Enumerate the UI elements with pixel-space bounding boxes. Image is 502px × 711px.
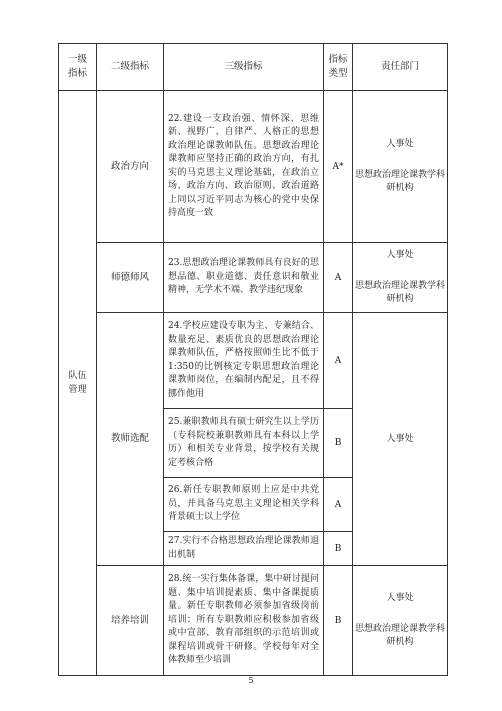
type-cell: B [324, 532, 353, 566]
dept-cell: 人事处 思想政治理论课教学科研机构 [353, 91, 448, 243]
level3-cell: 28.统一实行集体备课，集中研讨提问题、集中培训提素质、集中备课提质量。新任专职教师必须参加省级岗前培训；所有专职教师应积极参加省级或中宣部、教育部组织的示范培训或课程培训或骨干研修。学校每年对全体教师至少培训 [164, 566, 324, 676]
level3-cell: 24.学校应建设专职为主、专兼结合、数量充足、素质优良的思想政治理论课教师队伍，严格按照师生比不低于1:350的比例核定专职思想政治理论课教师岗位，在编制内配足，且不得挪作他用 [164, 313, 324, 409]
level3-cell: 26.新任专职教师原则上应是中共党员，并具备马克思主义理论相关学科背景硕士以上学位 [164, 478, 324, 532]
page-number: 5 [248, 676, 254, 685]
header-dept: 责任部门 [353, 44, 448, 91]
header-type: 指标 类型 [324, 44, 353, 91]
level1-cell: 队伍 管理 [59, 91, 97, 676]
table-row [59, 243, 448, 313]
indicator-table [58, 43, 448, 676]
dept-cell: 人事处 思想政治理论课教学科研机构 [353, 243, 448, 313]
header-row [59, 44, 448, 91]
dept-cell: 人事处 [353, 313, 448, 566]
header-level2: 二级指标 [97, 44, 164, 91]
table-row [59, 313, 448, 409]
header-level1: 一级 指标 [59, 44, 97, 91]
type-cell: A* [324, 91, 353, 243]
dept-cell: 人事处 思想政治理论课教学科研机构 [353, 566, 448, 676]
table-row [59, 566, 448, 676]
type-cell: B [324, 566, 353, 676]
type-cell: A [324, 313, 353, 409]
type-cell: A [324, 478, 353, 532]
level3-cell: 27.实行不合格思想政治理论课教师退出机制 [164, 532, 324, 566]
level2-cell: 教师选配 [97, 313, 164, 566]
level2-cell: 师德师风 [97, 243, 164, 313]
header-level3: 三级指标 [164, 44, 324, 91]
type-cell: B [324, 409, 353, 478]
level3-cell: 23.思想政治理论课教师具有良好的思想品德、职业道德、责任意识和敬业精神，无学术不端、教学违纪现象 [164, 243, 324, 313]
table-row [59, 91, 448, 243]
level2-cell: 培养培训 [97, 566, 164, 676]
level3-cell: 25.兼职教师具有硕士研究生以上学历（专科院校兼职教师具有本科以上学历）和相关专业背景，按学校有关规定考核合格 [164, 409, 324, 478]
level2-cell: 政治方向 [97, 91, 164, 243]
type-cell: A [324, 243, 353, 313]
level3-cell: 22.建设一支政治强、情怀深、思维新、视野广、自律严、人格正的思想政治理论课教师队伍。思想政治理论课教师应坚持正确的政治方向，有扎实的马克思主义理论基础，在政治立场、政治方向、政治原则、政治道路上同以习近平同志为核心的党中央保持高度一致 [164, 91, 324, 243]
